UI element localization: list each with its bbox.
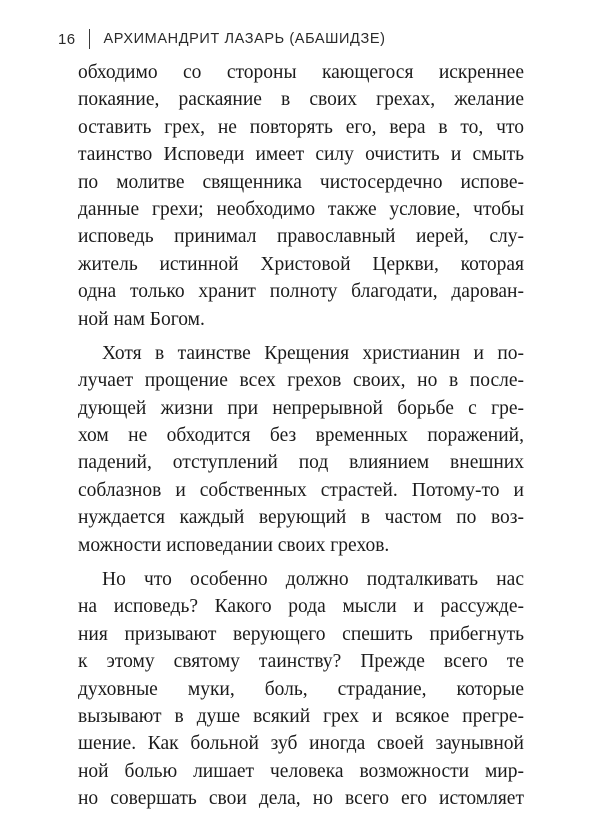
text-line: Но что особенно должно подталкивать нас [102,569,524,591]
text-line: вызывают в душе всякий грех и всякое прегре- [78,705,524,727]
text-line: хом не обходится без временных поражений, [78,425,524,447]
paragraph [78,340,524,559]
paragraph [78,59,524,333]
text-line: шение. Как больной зуб иногда своей заунывной [78,733,524,755]
text-line: исповедь принимал православный иерей, слу- [78,226,524,248]
header-divider [89,29,90,49]
paragraph [78,566,524,813]
text-line: духовные муки, боль, страдание, которые [78,678,524,700]
text-line: по молитве священника чистосердечно испове- [78,171,524,193]
body-text [78,59,524,813]
text-line: на исповедь? Какого рода мысли и рассужде- [78,596,524,618]
text-line: ния призывают верующего спешить прибегнуть [78,623,524,645]
paragraph-gap [78,559,524,566]
text-line: Хотя в таинстве Крещения христианин и по- [102,342,524,364]
text-line: лучает прощение всех грехов своих, но в после- [78,370,524,392]
text-line: оставить грех, не повторять его, вера в то, что [78,116,524,138]
text-line: одна только хранит полноту благодати, дарован- [78,281,524,303]
text-line: дующей жизни при непрерывной борьбе с гре- [78,397,524,419]
paragraph-gap [78,333,524,340]
text-line: покаяние, раскаяние в своих грехах, желание [78,89,524,111]
text-line: нуждается каждый верующий в частом по воз- [78,507,524,529]
text-line: но совершать свои дела, но всего его истомляет [78,788,524,810]
running-header [58,28,386,50]
text-line: ной нам Богом. [78,308,205,330]
text-line: таинство Исповеди имеет силу очистить и смыть [78,144,524,166]
text-line: можности исповедании своих грехов. [78,534,390,556]
text-line: к этому святому таинству? Прежде всего те [78,651,524,673]
page-number: 16 [58,30,76,48]
text-line: обходимо со стороны кающегося искреннее [78,62,524,83]
text-line: ной болью лишает человека возможности мир- [78,760,524,782]
text-line: житель истинной Христовой Церкви, которая [78,253,524,275]
text-line: падений, отступлений под влиянием внешних [78,452,524,474]
text-line: соблазнов и собственных страстей. Потому-то и [78,479,524,501]
running-title: АРХИМАНДРИТ ЛАЗАРЬ (АБАШИДЗЕ) [103,31,386,47]
text-line: данные грехи; необходимо также условие, чтобы [78,198,524,220]
